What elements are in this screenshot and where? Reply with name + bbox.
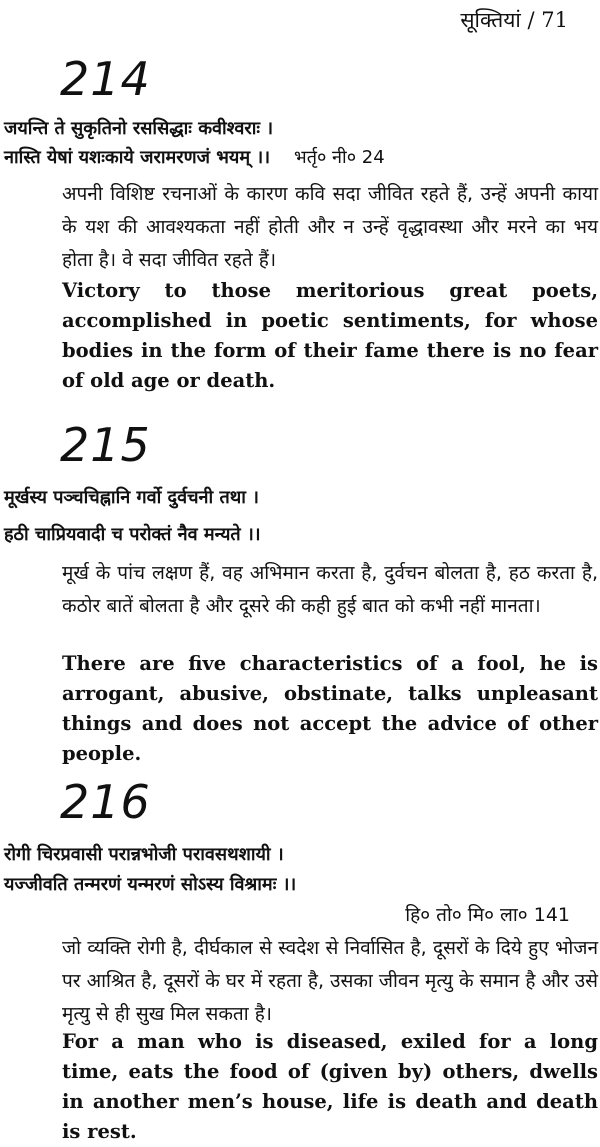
english-translation: For a man who is diseased, exiled for a long time, eats the food of (given by) others, dwells in another men’s house, life is death and death is rest.	[62, 1030, 598, 1143]
sanskrit-verse-line: हठी चाप्रियवादी च परोक्तं नैव मन्यते ।।	[4, 524, 261, 545]
sanskrit-verse-line: यज्जीवति तन्मरणं यन्मरणं सोऽस्य विश्रामः ।।	[4, 874, 297, 895]
verse-number: 216	[60, 775, 151, 829]
english-translation: Victory to those meritorious great poets, accomplished in poetic sentiments, for whose bodies in the form of their fame there is no fear of old age or death.	[62, 279, 598, 392]
sanskrit-verse-text: नास्ति येषां यशःकाये जरामरणजं भयम् ।।	[4, 147, 271, 168]
sanskrit-verse-line: जयन्ति ते सुकृतिनो रससिद्धाः कवीश्वराः ।	[4, 118, 274, 139]
source-reference: हि० तो० मि० ला० 141	[405, 904, 570, 926]
english-translation: There are five characteristics of a fool, he is arrogant, abusive, obstinate, talks unpleasant things and does not accept the advice of other people.	[62, 652, 598, 765]
sanskrit-verse-line	[4, 146, 385, 170]
hindi-translation: मूर्ख के पांच लक्षण हैं, वह अभिमान करता है, दुर्वचन बोलता है, हठ करता है, कठोर बातें बोलता है और दूसरे की कही हुई बात को कभी नहीं मानता।	[62, 562, 598, 617]
verse-number: 215	[60, 418, 151, 472]
sanskrit-verse-line: मूर्खस्य पञ्चचिह्नानि गर्वो दुर्वचनी तथा ।	[4, 487, 259, 508]
running-head: सूक्तियां / 71	[460, 8, 568, 32]
sanskrit-verse-line: रोगी चिरप्रवासी परान्नभोजी परावसथशायी ।	[4, 844, 284, 865]
verse-number: 214	[60, 52, 151, 106]
hindi-translation: जो व्यक्ति रोगी है, दीर्घकाल से स्वदेश से निर्वासित है, दूसरों के दिये हुए भोजन पर आश्रित है, दूसरों के घर में रहता है, उसका जीवन मृत्यु के समान है और उसे मृत्यु से ही सुख मिल सकता है।	[62, 937, 598, 1025]
source-reference: भर्तृ० नी० 24	[294, 147, 385, 168]
hindi-translation: अपनी विशिष्ट रचनाओं के कारण कवि सदा जीवित रहते हैं, उन्हें अपनी काया के यश की आवश्यकता नहीं होती और न उन्हें वृद्धावस्था और मरने का भय होता है। वे सदा जीवित रहते हैं।	[62, 183, 598, 271]
